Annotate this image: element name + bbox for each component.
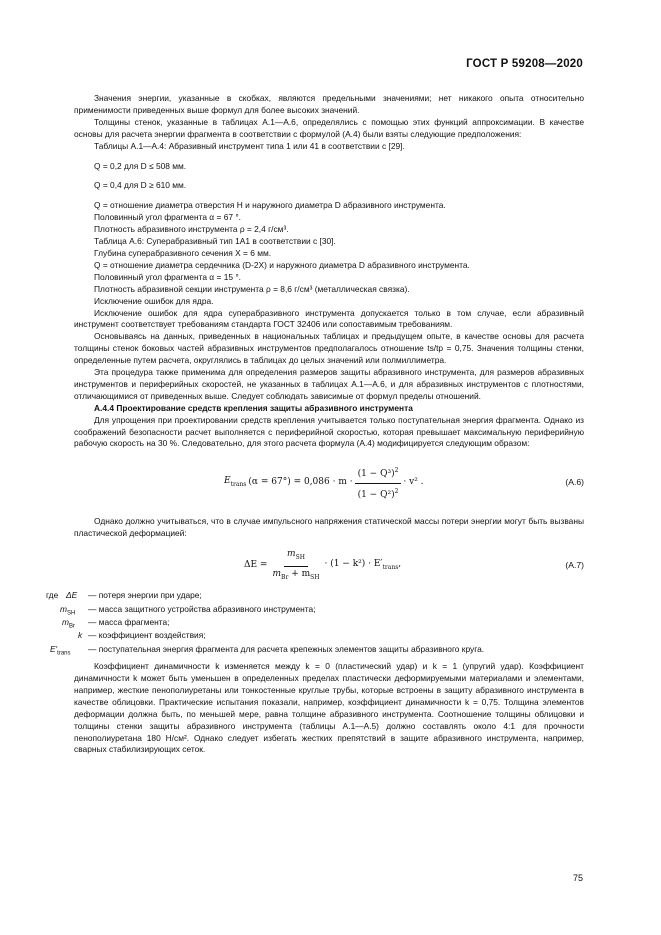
paragraph: Q = отношение диаметра сердечника (D-2X) и наружного диаметра D абразивного инструмента. (94, 259, 470, 270)
standard-header: ГОСТ Р 59208—2020 (466, 58, 583, 70)
paragraph: Половинный угол фрагмента α = 67 °. (94, 212, 242, 223)
paragraph: Таблицы А.1—А.4: Абразивный инструмент типа 1 или 41 в соответствии с [29]. (94, 140, 405, 151)
definition-text: — поступательная энергия фрагмента для расчета крепежных элементов защиты абразивного круга. (88, 643, 485, 654)
paragraph: Q = 0,4 для D ≥ 610 мм. (94, 180, 187, 191)
paragraph: Основываясь на данных, приведенных в национальных таблицах и предыдущем опыте, в качестве основы для расчета толщины стенок боковых частей абразивных инструментов предполагалось отношение ts/tp = 0,75. Значения толщины стенки, определенные путем расчета, округлялись в таблицах до целых значений или полмиллиметра. (74, 331, 584, 366)
definition-item (60, 603, 584, 617)
definition-item (74, 630, 584, 643)
definition-text: — масса фрагмента; (88, 616, 170, 627)
definition-symbol: k (78, 630, 83, 641)
definition-item (62, 616, 584, 630)
definition-symbol: $m_{SH}$ (60, 603, 76, 617)
formula-a6-fraction: $\frac{(1 - Q^3)^2}{(1 - Q^2)^2}$ (355, 465, 402, 502)
paragraph: Для упрощения при проектировании средств крепления учитывается только поступательная энергия фрагмента. Однако из соображений безопасности расчет выполняется с периферийной скоростью, которая превышает максимальную периферийную рабочую скорость на 30 %. Следовательно, для этого расчета формула (А.4) модифицируется следующим образом: (74, 414, 584, 449)
definition-text: — масса защитного устройства абразивного инструмента; (88, 603, 316, 614)
document-body (46, 93, 584, 756)
section-heading: А.4.4 Проектирование средств крепления защиты абразивного инструмента (94, 402, 413, 413)
paragraph: Исключение ошибок для ядра. (94, 295, 214, 306)
paragraph: Значения энергии, указанные в скобках, являются предельными значениями; нет никакого опыта относительно применимости приведенных выше формул для более высоких значений. (74, 93, 584, 115)
formula-a7-fraction: $\frac{m_{SH}}{m_{Br} + m_{SH}}$ (272, 548, 320, 581)
definition-symbol: $m_{Br}$ (62, 616, 75, 630)
paragraph: Плотность абразивной секции инструмента ρ = 8,6 г/см³ (металлическая связка). (94, 283, 410, 294)
page-number: 75 (572, 873, 583, 883)
formula-a7-lhs: ΔE = (244, 560, 268, 571)
formula-a7-number: (А.7) (565, 560, 584, 571)
definition-text: — коэффициент воздействия; (88, 630, 206, 641)
definition-symbol: $E'_{trans}$ (50, 643, 71, 657)
paragraph: Коэффициент динамичности k изменяется между k = 0 (пластический удар) и k = 1 (упругий удар). Коэффициент динамичности k может быть уменьшен в определенных пределах пластически деформируемыми материалами и элементами, например, жесткие пенополиуретаны или тонкостенные круглые трубы, которые встроены в защиту абразивного инструмента в качестве облицовки. Практические испытания показали, например, коэффициент динамичности k = 0,75. Толщина элементов деформации должна быть, по меньшей мере, равна толщине абразивного инструмента. Соотношение толщины облицовки и толщины стенки защиты абразивного инструмента (таблицы А.1—А.5) должно составлять около 4:1 для прочности пенополиуретана 180 Н/см². Однако следует избегать жестких препятствий в защите абразивного инструмента, например, сварных стабилизирующих сеток. (74, 661, 584, 755)
definition-where: где (46, 590, 59, 601)
paragraph: Q = отношение диаметра отверстия H и наружного диаметра D абразивного инструмента. (94, 200, 446, 211)
formula-a6-tail: · v² . (403, 477, 424, 488)
definition-item (46, 590, 584, 603)
paragraph: Плотность абразивного инструмента ρ = 2,4 г/см³. (94, 224, 289, 235)
paragraph: Толщины стенок, указанные в таблицах А.1—А.6, определялись с помощью этих функций аппроксимации. В качестве основы для расчета энергии фрагмента в соответствии с формулой (А.4) были взяты следующие предположения: (74, 116, 584, 139)
formula-a6-number: (А.6) (565, 477, 584, 488)
paragraph: Половинный угол фрагмента α = 15 °. (94, 271, 242, 282)
definition-list (46, 590, 584, 657)
paragraph: Однако должно учитываться, что в случае импульсного напряжения статической массы потери энергии могут быть вызваны пластической деформацией: (74, 516, 584, 539)
paragraph: Исключение ошибок для ядра суперабразивного инструмента допускается только в том случае, если абразивный инструмент соответствует требованиям стандарта ГОСТ 32406 или сопоставимым требованиям. (74, 307, 584, 330)
formula-a7 (74, 544, 584, 588)
formula-a6-denominator: (1 − Q²) (357, 489, 395, 500)
definition-symbol: ΔE (66, 590, 78, 601)
formula-a6-numerator: (1 − Q³) (357, 468, 395, 479)
formula-a6 (74, 454, 584, 512)
paragraph: Таблица А.6: Суперабразивный тип 1А1 в соответствии с [30]. (94, 236, 336, 247)
formula-a6-lhs: $E_{trans}$ (224, 476, 247, 488)
formula-a6-condition: (α = 67°) = 0,086 · m · (248, 477, 353, 488)
paragraph: Глубина суперабразивного сечения X = 6 мм. (94, 247, 272, 258)
formula-a7-tail: · $(1 - k^2) \cdot E'_{trans}$, (324, 558, 402, 571)
definition-text: — потеря энергии при ударе; (88, 590, 202, 601)
paragraph: Эта процедура также применима для определения размеров защиты абразивного инструмента, для размеров абразивных инструментов и периферийных скоростей, не указанных в таблицах А.1—А.6, и для абразивных инструментов с плотностями, отличающимися от приведенных выше. Следует соблюдать зависимые от формул пределы отношений. (74, 367, 584, 401)
definition-item (50, 643, 584, 657)
paragraph: Q = 0,2 для D ≤ 508 мм. (94, 160, 187, 171)
